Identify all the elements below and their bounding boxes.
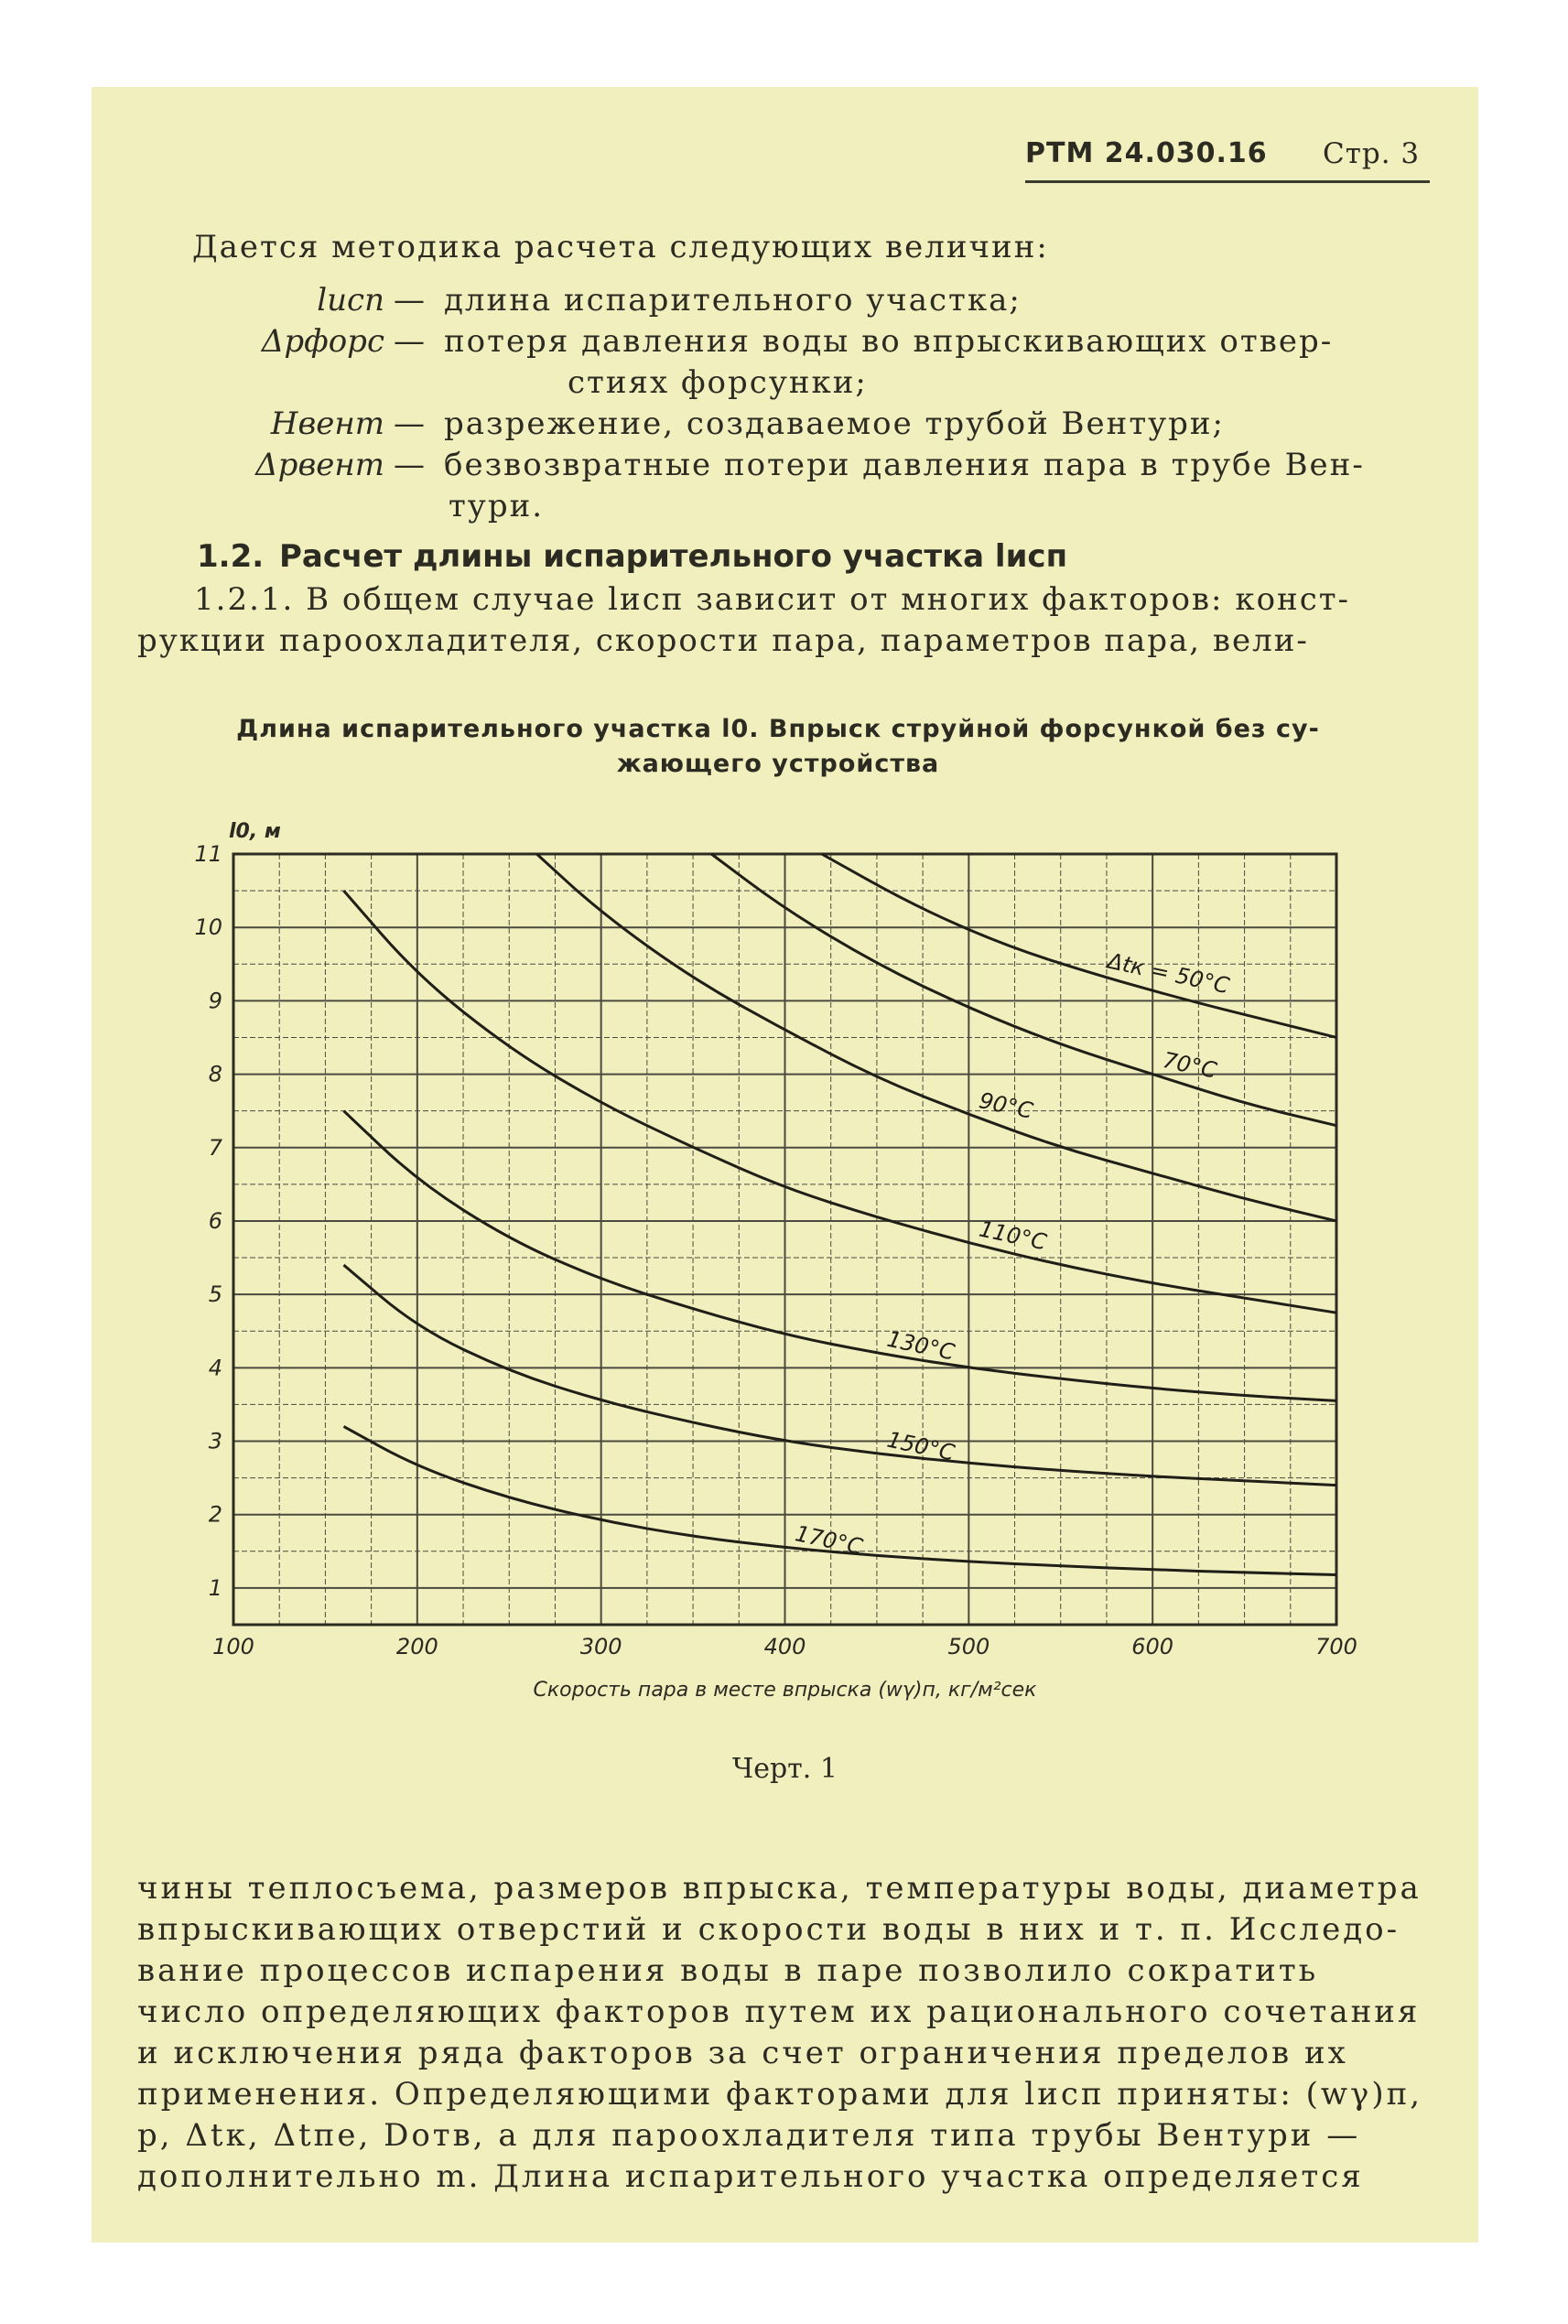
series-label: 170°C — [793, 1520, 866, 1561]
def-dash: — — [394, 447, 425, 483]
para2-line: чины теплосъема, размеров впрыска, температуры воды, диаметра — [137, 1870, 1422, 1907]
def-dash: — — [394, 405, 425, 442]
y-tick-label: 11 — [194, 841, 222, 867]
y-tick-label: 4 — [208, 1355, 222, 1381]
y-tick-label: 6 — [208, 1207, 222, 1234]
section-title: Расчет длины испарительного участка lисп — [279, 538, 1068, 575]
document-code: РТМ 24.030.16 — [1025, 137, 1268, 169]
series-curve — [344, 891, 1337, 1313]
def-symbol-dp-vent: Δpвент — [255, 447, 384, 483]
y-tick-label: 5 — [208, 1281, 222, 1308]
series-label: 130°C — [884, 1325, 957, 1366]
x-tick-label: 700 — [1315, 1634, 1357, 1659]
y-tick-label: 10 — [194, 914, 222, 941]
x-tick-label: 200 — [395, 1634, 438, 1659]
def-dash: — — [394, 282, 425, 319]
series-label: 110°C — [977, 1216, 1049, 1256]
para2-line: вание процессов испарения воды в паре позволило сократить — [137, 1952, 1319, 1989]
series-curve — [822, 854, 1336, 1037]
y-tick-label: 2 — [208, 1501, 222, 1528]
series-label: 70°C — [1160, 1047, 1219, 1084]
page-number: Стр. 3 — [1323, 137, 1421, 170]
series-curve — [344, 1265, 1337, 1486]
para2-line: применения. Определяющими факторами для lисп приняты: (wγ)п, — [137, 2076, 1423, 2113]
x-tick-label: 600 — [1131, 1634, 1174, 1659]
def-dash: — — [394, 323, 425, 360]
para2-line: число определяющих факторов путем их рационального сочетания — [137, 1994, 1421, 2030]
series-curve — [344, 1426, 1337, 1574]
y-tick-label: 1 — [208, 1574, 222, 1601]
def-symbol-dp-fors: Δpфорс — [261, 323, 384, 360]
def-text: тури. — [449, 488, 545, 524]
x-tick-label: 500 — [947, 1634, 990, 1659]
def-text: длина испарительного участка; — [444, 282, 1022, 319]
series-curve — [344, 1111, 1337, 1401]
y-tick-label: 8 — [208, 1061, 222, 1087]
chart-title — [146, 712, 1410, 782]
para2-line: впрыскивающих отверстий и скорости воды в них и т. п. Исследо- — [137, 1911, 1400, 1948]
series-curve — [711, 854, 1336, 1126]
series-label: 150°C — [884, 1426, 957, 1466]
series-curve — [536, 854, 1336, 1221]
x-tick-label: 400 — [763, 1634, 806, 1659]
chart-title-line: Длина испарительного участка l0. Впрыск струйной форсункой без су- — [236, 715, 1320, 743]
def-symbol-h-vent: Hвент — [270, 405, 384, 442]
y-axis-label: l0, м — [229, 820, 281, 843]
def-text: стиях форсунки; — [568, 364, 868, 401]
para1-line: 1.2.1. В общем случае lисп зависит от многих факторов: конст- — [194, 581, 1351, 618]
para2-line: p, Δtк, Δtпе, Dотв, а для пароохладителя типа трубы Вентури — — [137, 2117, 1361, 2154]
x-tick-label: 300 — [579, 1634, 622, 1659]
para2-line: и исключения ряда факторов за счет ограничения пределов их — [137, 2035, 1348, 2071]
def-text: безвозвратные потери давления пара в трубе Вен- — [444, 447, 1365, 483]
x-tick-label: 100 — [212, 1634, 254, 1659]
header-rule — [1025, 180, 1430, 183]
def-symbol-l-isp: lисп — [317, 282, 384, 319]
para1-line: рукции пароохладителя, скорости пара, параметров пара, вели- — [137, 622, 1309, 659]
document-page — [92, 87, 1478, 2243]
plot-frame — [233, 854, 1336, 1625]
y-tick-label: 9 — [208, 988, 222, 1014]
para2-line: дополнительно m. Длина испарительного участка определяется — [137, 2158, 1364, 2195]
x-axis-label: Скорость пара в месте впрыска (wγ)п, кг/м²сек — [533, 1679, 1037, 1702]
section-number: 1.2. — [197, 538, 265, 575]
def-text: разрежение, создаваемое трубой Вентури; — [444, 405, 1226, 442]
y-tick-label: 7 — [208, 1134, 222, 1161]
series-label: 90°C — [977, 1087, 1035, 1124]
chart-title-line: жающего устройства — [616, 750, 940, 778]
y-tick-label: 3 — [208, 1428, 222, 1454]
intro-line: Дается методика расчета следующих величин: — [192, 229, 1049, 265]
def-text: потеря давления воды во впрыскивающих отвер- — [444, 323, 1334, 360]
figure-caption: Черт. 1 — [732, 1753, 838, 1785]
series-label: Δtк = 50°C — [1105, 947, 1232, 1000]
